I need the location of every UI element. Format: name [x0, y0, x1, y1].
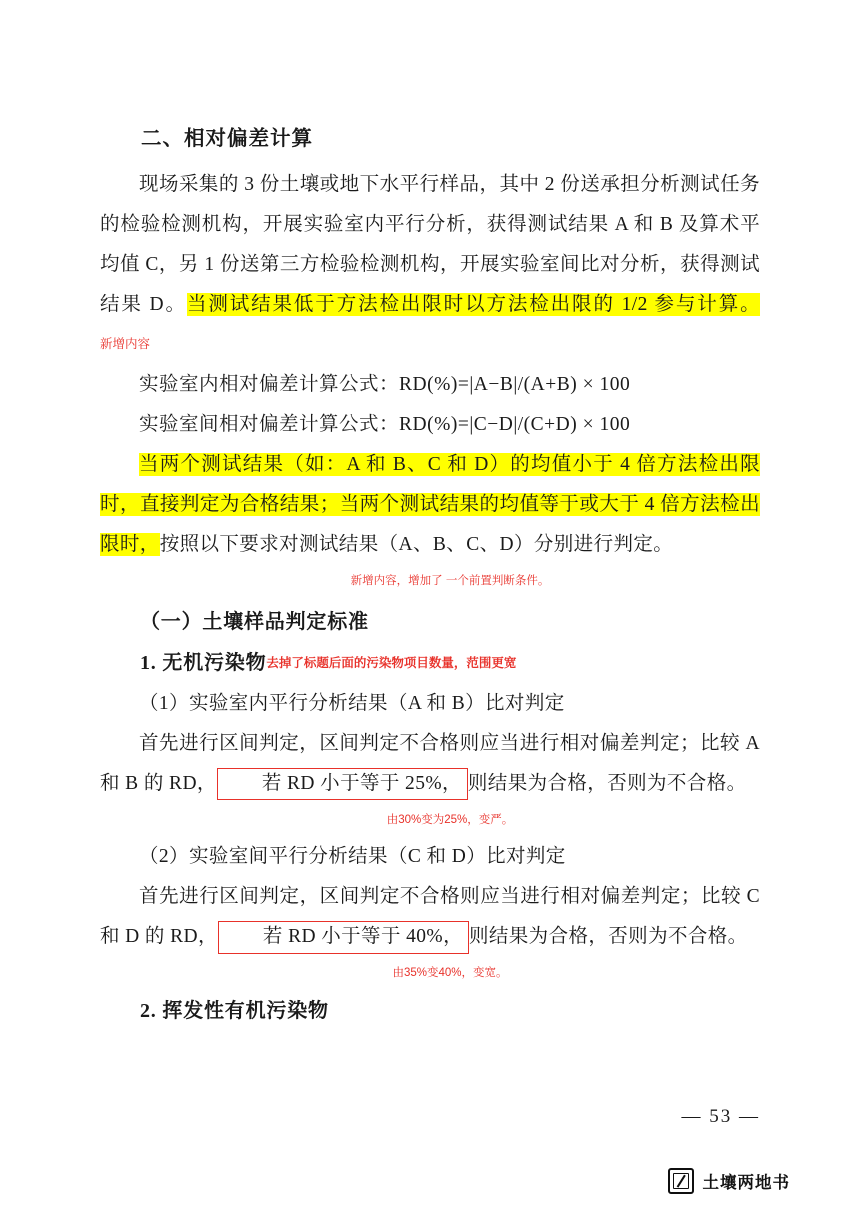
annotation-25-percent: 由30%变为25%，变严。	[386, 813, 514, 826]
paragraph-intro-highlight: 当测试结果低于方法检出限时以方法检出限的 1/2 参与计算。	[186, 293, 760, 315]
annotation-new-content-1: 新增内容	[100, 336, 151, 351]
subitem-2-boxed-value: 若 RD 小于等于 40%，	[218, 921, 469, 953]
item-heading-inorganic	[100, 643, 760, 684]
item-heading-inorganic-text: 1. 无机污染物	[140, 651, 267, 674]
formula-interlab-expression: RD(%)=|C−D|/(C+D) × 100	[399, 413, 631, 435]
annotation-title-change: 去掉了标题后面的污染物项目数量，范围更宽	[266, 655, 517, 670]
subitem-2-text-before: 首先进行区间判定，区间判定不合格则应当进行相对偏差判定；比较 C 和 D 的 RD，	[100, 886, 760, 948]
formula-interlab	[100, 405, 760, 445]
paragraph-judgement-rule	[100, 445, 760, 565]
formula-intralab-expression: RD(%)=|A−B|/(A+B) × 100	[399, 373, 631, 395]
paragraph-judgement-highlight: 当两个测试结果（如：A 和 B、C 和 D）的均值小于 4 倍方法检出限时，直接判定为合格结果；当两个测试结果的均值等于或大于 4 倍方法检出限时，	[100, 453, 760, 555]
subitem-1-text-after: 则结果为合格，否则为不合格。	[467, 772, 747, 794]
subitem-1-title: （1）实验室内平行分析结果（A 和 B）比对判定	[139, 692, 565, 714]
sub-heading-soil-criteria: （一）土壤样品判定标准	[140, 610, 369, 633]
annotation-new-content-2: 新增内容，增加了 一个前置判断条件。	[350, 574, 550, 587]
page-number: — 53 —	[681, 1106, 760, 1127]
subitem-1-text-before: 首先进行区间判定，区间判定不合格则应当进行相对偏差判定；比较 A 和 B 的 RD，	[100, 732, 760, 794]
item-heading-voc: 2. 挥发性有机污染物	[140, 1000, 329, 1023]
subitem-2-body	[100, 877, 760, 957]
document-body	[100, 165, 760, 1032]
brand-name: 土壤两地书	[702, 1173, 790, 1192]
footer-brand	[668, 1168, 791, 1194]
subitem-2-title: （2）实验室间平行分析结果（C 和 D）比对判定	[139, 846, 566, 868]
book-logo-icon	[668, 1168, 694, 1194]
page-title: 二、相对偏差计算	[141, 128, 313, 150]
annotation-40-percent: 由35%变40%，变宽。	[392, 967, 508, 980]
paragraph-judgement-plain: 按照以下要求对测试结果（A、B、C、D）分别进行判定。	[159, 533, 674, 555]
paragraph-intro	[100, 165, 760, 365]
subitem-1-body	[100, 724, 760, 804]
subitem-1-boxed-value: 若 RD 小于等于 25%，	[217, 768, 468, 800]
formula-interlab-label: 实验室间相对偏差计算公式：	[139, 413, 400, 435]
formula-intralab	[100, 365, 760, 405]
paragraph-intro-plain: 现场采集的 3 份土壤或地下水平行样品，其中 2 份送承担分析测试任务的检验检测机构，开展实验室内平行分析，获得测试结果 A 和 B 及算术平均值 C，另 1 份送第三方检验检测机构，开展实验室间比对分析，获得测试结果 D。	[100, 173, 760, 315]
subitem-2-text-after: 则结果为合格，否则为不合格。	[468, 926, 748, 948]
formula-intralab-label: 实验室内相对偏差计算公式：	[139, 373, 400, 395]
